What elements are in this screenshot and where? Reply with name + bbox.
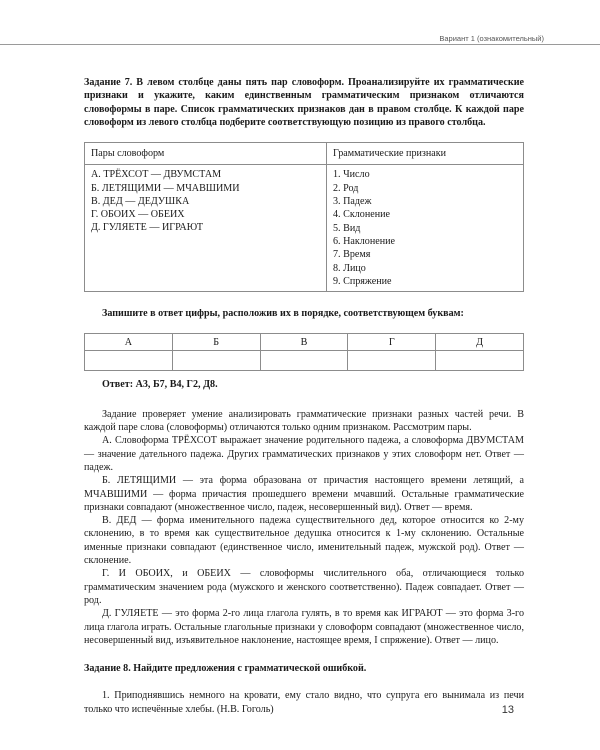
answer-blank-cell bbox=[348, 351, 436, 371]
feature-item: 6. Наклонение bbox=[333, 235, 396, 247]
features-cell bbox=[327, 165, 524, 292]
feature-item: 7. Время bbox=[333, 249, 371, 261]
feature-item: 1. Число bbox=[333, 169, 370, 181]
pair-item: Г. ОБОИХ — ОБЕИХ bbox=[91, 209, 185, 221]
pairs-cell bbox=[85, 165, 327, 292]
answer-letter: Б bbox=[172, 334, 260, 351]
answer-blank-cell bbox=[260, 351, 348, 371]
answer-instruction: Запишите в ответ цифры, расположив их в порядке, соответствующем буквам: bbox=[102, 308, 464, 320]
pairs-header: Пары словоформ bbox=[85, 143, 327, 165]
task7-answer: Ответ: А3, Б7, В4, Г2, Д8. bbox=[102, 379, 218, 391]
explanation-paragraph: Задание проверяет умение анализировать грамматические признаки разных частей речи. В каждой паре слова (словоформы) отличаются только одним признаком. Рассмотрим пары. bbox=[84, 408, 524, 434]
explanation-paragraph: А. Словоформа ТРЁХСОТ выражает значение родительного падежа, а словоформа ДВУМСТАМ — значение дательного падежа. Других грамматических признаков у этих словоформ нет. Ответ — падеж. bbox=[84, 435, 524, 473]
page-number: 13 bbox=[501, 704, 514, 716]
page-content bbox=[84, 76, 524, 716]
explanation-paragraph: В. ДЕД — форма именительного падежа существительного дед, которое относится ко 2-му склонению, в то время как существительное дедушка относится к 1-му склонению. Остальные именные признаки совпадают (единственное число, именительный падеж, мужской род). Ответ — склонение. bbox=[84, 515, 524, 567]
answer-letter: А bbox=[85, 334, 173, 351]
explanation-paragraph: Б. ЛЕТЯЩИМИ — эта форма образована от причастия настоящего времени летящий, а МЧАВШИМИ — форма причастия прошедшего времени мчавший. Остальные грамматические признаки совпадают (множественное число, падеж, несовершенный вид). Ответ — время. bbox=[84, 475, 524, 513]
answer-blank-cell bbox=[172, 351, 260, 371]
task8-sentence: 1. Приподнявшись немного на кровати, ему стало видно, что супруга его вынимала из печи только что испечённые хлебы. (Н.В. Гоголь) bbox=[84, 690, 524, 715]
explanation-paragraph: Д. ГУЛЯЕТЕ — это форма 2-го лица глагола гулять, в то время как ИГРАЮТ — это форма 3-го лица глагола играть. Остальные глагольные признаки у словоформ совпадают (множественное число, несовершенный вид, изъявительное наклонение, настоящее время, I спряжение). Ответ — лицо. bbox=[84, 608, 524, 646]
features-header: Грамматические признаки bbox=[327, 143, 524, 165]
answer-letter: В bbox=[260, 334, 348, 351]
explanation-paragraph: Г. И ОБОИХ, и ОБЕИХ — словоформы числительного оба, отличающиеся только грамматическим значением рода (мужского и женского соответственно). Падеж совпадает. Ответ — род. bbox=[84, 568, 524, 606]
answer-table bbox=[84, 333, 524, 371]
answer-letter: Д bbox=[436, 334, 524, 351]
task8-title: Задание 8. Найдите предложения с грамматической ошибкой. bbox=[84, 663, 367, 675]
task7-table bbox=[84, 142, 524, 292]
answer-letter: Г bbox=[348, 334, 436, 351]
variant-header: Вариант 1 (ознакомительный) bbox=[435, 34, 544, 43]
feature-item: 9. Спряжение bbox=[333, 275, 392, 287]
task7-title: Задание 7. В левом столбце даны пять пар словоформ. Проанализируйте их грамматические признаки и укажите, каким единственным грамматическим признаком отличаются словоформы в паре. Список грамматических признаков дан в правом столбце. К каждой паре словоформ из левого столбца подберите соответствующую позицию из правого столбца. bbox=[84, 77, 524, 128]
feature-item: 8. Лицо bbox=[333, 262, 366, 274]
pair-item: Б. ЛЕТЯЩИМИ — МЧАВШИМИ bbox=[91, 182, 240, 194]
pair-item: Д. ГУЛЯЕТЕ — ИГРАЮТ bbox=[91, 222, 204, 234]
answer-blank-cell bbox=[85, 351, 173, 371]
header-rule bbox=[0, 44, 600, 45]
answer-blank-cell bbox=[436, 351, 524, 371]
pair-item: А. ТРЁХСОТ — ДВУМСТАМ bbox=[91, 169, 222, 181]
feature-item: 2. Род bbox=[333, 182, 359, 194]
explanation bbox=[84, 408, 524, 647]
pair-item: В. ДЕД — ДЕДУШКА bbox=[91, 195, 190, 207]
feature-item: 5. Вид bbox=[333, 222, 361, 234]
feature-item: 3. Падеж bbox=[333, 196, 372, 208]
feature-item: 4. Склонение bbox=[333, 209, 390, 221]
